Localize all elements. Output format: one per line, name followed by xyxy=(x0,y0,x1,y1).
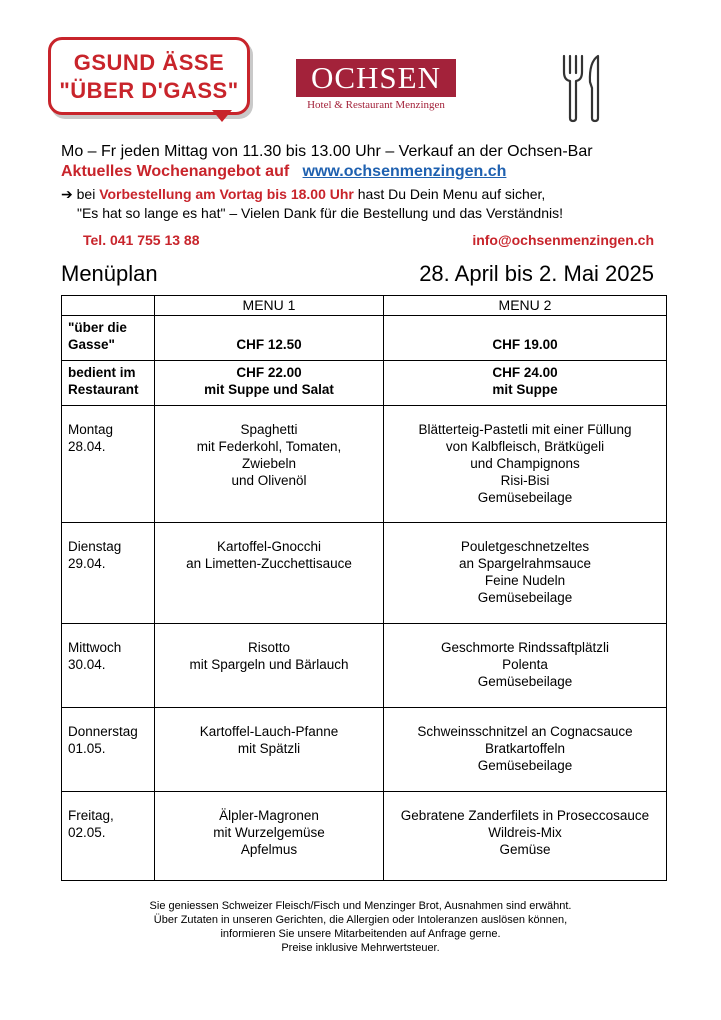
menu2-header: MENU 2 xyxy=(384,296,667,316)
day-cell-line: 01.05. xyxy=(68,741,106,756)
day-row xyxy=(62,624,667,708)
day-cell-line: 30.04. xyxy=(68,657,106,672)
price-menu2-cell-line: mit Suppe xyxy=(492,382,558,397)
menu2-dish-cell-line: Gemüse xyxy=(499,842,551,857)
day-cell-line: 02.05. xyxy=(68,825,106,840)
day-row xyxy=(62,406,667,523)
footer-line-4: Preise inklusive Mehrwertsteuer. xyxy=(281,942,440,954)
menu2-dish-cell-line: Schweinsschnitzel an Cognacsauce xyxy=(417,724,633,739)
price-menu1-cell xyxy=(155,316,384,361)
menu1-dish-cell-line: Apfelmus xyxy=(240,842,298,857)
menu2-dish-cell-line: Wildreis-Mix xyxy=(488,825,562,840)
website-link[interactable]: www.ochsenmenzingen.ch xyxy=(302,163,507,180)
footer-line-1: Sie geniessen Schweizer Fleisch/Fisch und Menzinger Brot, Ausnahmen sind erwähnt. xyxy=(149,900,572,912)
header-empty-cell xyxy=(62,296,155,316)
menu1-dish-cell-line: mit Spätzli xyxy=(237,741,301,756)
pre-order-prefix: bei xyxy=(76,186,96,202)
day-cell-line: Montag xyxy=(68,422,114,437)
day-cell-line: Donnerstag xyxy=(68,724,138,739)
menu2-dish-cell-line: Blätterteig-Pastetli mit einer Füllung xyxy=(418,422,632,437)
menu1-dish-cell xyxy=(155,708,384,792)
logo-subtitle: Hotel & Restaurant Menzingen xyxy=(307,99,445,111)
day-cell-line: Mittwoch xyxy=(68,640,122,655)
menu2-dish-cell-line: Gemüsebeilage xyxy=(477,758,573,773)
weekly-offer-label: Aktuelles Wochenangebot auf xyxy=(61,163,290,180)
weekly-offer-line xyxy=(61,163,506,181)
menu1-dish-cell-line: Kartoffel-Gnocchi xyxy=(216,539,322,554)
phone-number: Tel. 041 755 13 88 xyxy=(83,232,200,248)
menu2-dish-cell-line: Geschmorte Rindssaftplätzli xyxy=(440,640,610,655)
menu2-dish-cell-line: Gebratene Zanderfilets in Proseccosauce xyxy=(400,808,650,823)
menu2-dish-cell-line: Gemüsebeilage xyxy=(477,590,573,605)
day-cell-line: 29.04. xyxy=(68,556,106,571)
menu1-header: MENU 1 xyxy=(155,296,384,316)
day-row xyxy=(62,708,667,792)
menu1-dish-cell-line: mit Federkohl, Tomaten, xyxy=(196,439,342,454)
day-cell xyxy=(62,406,155,523)
menu2-dish-cell-line: Gemüsebeilage xyxy=(477,674,573,689)
day-row xyxy=(62,792,667,881)
day-cell xyxy=(62,523,155,624)
badge-tail xyxy=(212,110,232,122)
menu1-dish-cell xyxy=(155,792,384,881)
menu1-dish-cell-line: und Olivenöl xyxy=(231,473,307,488)
price-menu2-cell-line: CHF 19.00 xyxy=(492,337,558,352)
date-range: 28. April bis 2. Mai 2025 xyxy=(419,261,654,286)
menu-table xyxy=(61,295,667,881)
menu2-dish-cell-line: von Kalbfleisch, Brätkügeli xyxy=(445,439,605,454)
page-title: Menüplan xyxy=(61,261,158,286)
price-menu1-cell-line: mit Suppe und Salat xyxy=(204,382,334,397)
price-menu1-cell-line: CHF 12.50 xyxy=(236,337,302,352)
menu1-dish-cell xyxy=(155,406,384,523)
day-cell-line: Dienstag xyxy=(68,539,122,554)
menu2-dish-cell-line: Feine Nudeln xyxy=(484,573,566,588)
menu2-dish-cell-line: Pouletgeschnetzeltes xyxy=(460,539,590,554)
menu2-dish-cell-line: Bratkartoffeln xyxy=(484,741,566,756)
pre-order-suffix: hast Du Dein Menu auf sicher, xyxy=(357,186,546,202)
menu2-dish-cell-line: Gemüsebeilage xyxy=(477,490,573,505)
menu2-dish-cell xyxy=(384,406,667,523)
price-menu2-cell-line: CHF 24.00 xyxy=(492,365,558,380)
menu1-dish-cell-line: mit Wurzelgemüse xyxy=(213,825,325,840)
menu1-dish-cell-line: Spaghetti xyxy=(240,422,298,437)
day-cell xyxy=(62,624,155,708)
day-row xyxy=(62,523,667,624)
day-cell xyxy=(62,792,155,881)
price-label-cell xyxy=(62,361,155,406)
price-row xyxy=(62,361,667,406)
price-menu1-cell-line: CHF 22.00 xyxy=(236,365,302,380)
menu1-dish-cell-line: Zwiebeln xyxy=(241,456,297,471)
menu2-dish-cell-line: Polenta xyxy=(502,657,548,672)
day-cell-line: 28.04. xyxy=(68,439,106,454)
menu1-dish-cell-line: an Limetten-Zucchettisauce xyxy=(186,556,352,571)
day-cell xyxy=(62,708,155,792)
footer-line-3: informieren Sie unsere Mitarbeitenden auf Anfrage gerne. xyxy=(220,928,501,940)
menu1-dish-cell-line: mit Spargeln und Bärlauch xyxy=(189,657,349,672)
thanks-text: "Es hat so lange es hat" – Vielen Dank für die Bestellung und das Verständnis! xyxy=(77,205,563,221)
email-address[interactable]: info@ochsenmenzingen.ch xyxy=(472,232,654,248)
badge-line-2: "ÜBER D'GASS" xyxy=(59,78,239,103)
price-label-cell-line: bedient im xyxy=(68,365,136,380)
speech-bubble-badge xyxy=(48,37,250,115)
header-row xyxy=(62,296,667,316)
menu1-dish-cell xyxy=(155,523,384,624)
day-cell-line: Freitag, xyxy=(68,808,114,823)
price-label-cell xyxy=(62,316,155,361)
menu2-dish-cell xyxy=(384,708,667,792)
menu2-dish-cell xyxy=(384,792,667,881)
price-label-cell-line: "über die xyxy=(68,320,127,335)
price-menu2-cell xyxy=(384,361,667,406)
menu2-dish-cell-line: an Spargelrahmsauce xyxy=(458,556,592,571)
price-menu2-cell xyxy=(384,316,667,361)
logo: OCHSEN xyxy=(296,59,456,97)
menu2-dish-cell xyxy=(384,523,667,624)
menu2-dish-cell-line: und Champignons xyxy=(470,456,580,471)
menu1-dish-cell-line: Risotto xyxy=(247,640,291,655)
badge-line-1: GSUND ÄSSE xyxy=(73,50,225,75)
opening-hours-text: Mo – Fr jeden Mittag von 11.30 bis 13.00 Uhr – Verkauf an der Ochsen-Bar xyxy=(61,143,593,160)
cutlery-icon xyxy=(556,52,606,124)
price-label-cell-line: Gasse" xyxy=(68,337,115,352)
menu1-dish-cell-line: Kartoffel-Lauch-Pfanne xyxy=(199,724,339,739)
price-menu1-cell xyxy=(155,361,384,406)
pre-order-highlight: Vorbestellung am Vortag bis 18.00 Uhr xyxy=(99,186,354,202)
footer-line-2: Über Zutaten in unseren Gerichten, die Allergien oder Intoleranzen auslösen können, xyxy=(153,914,568,926)
arrow-right-icon: ➔ xyxy=(61,186,73,202)
menu1-dish-cell-line: Älpler-Magronen xyxy=(219,808,319,823)
pre-order-line xyxy=(61,186,545,203)
price-label-cell-line: Restaurant xyxy=(68,382,139,397)
menu2-dish-cell-line: Risi-Bisi xyxy=(500,473,550,488)
price-row xyxy=(62,316,667,361)
menu2-dish-cell xyxy=(384,624,667,708)
menu1-dish-cell xyxy=(155,624,384,708)
